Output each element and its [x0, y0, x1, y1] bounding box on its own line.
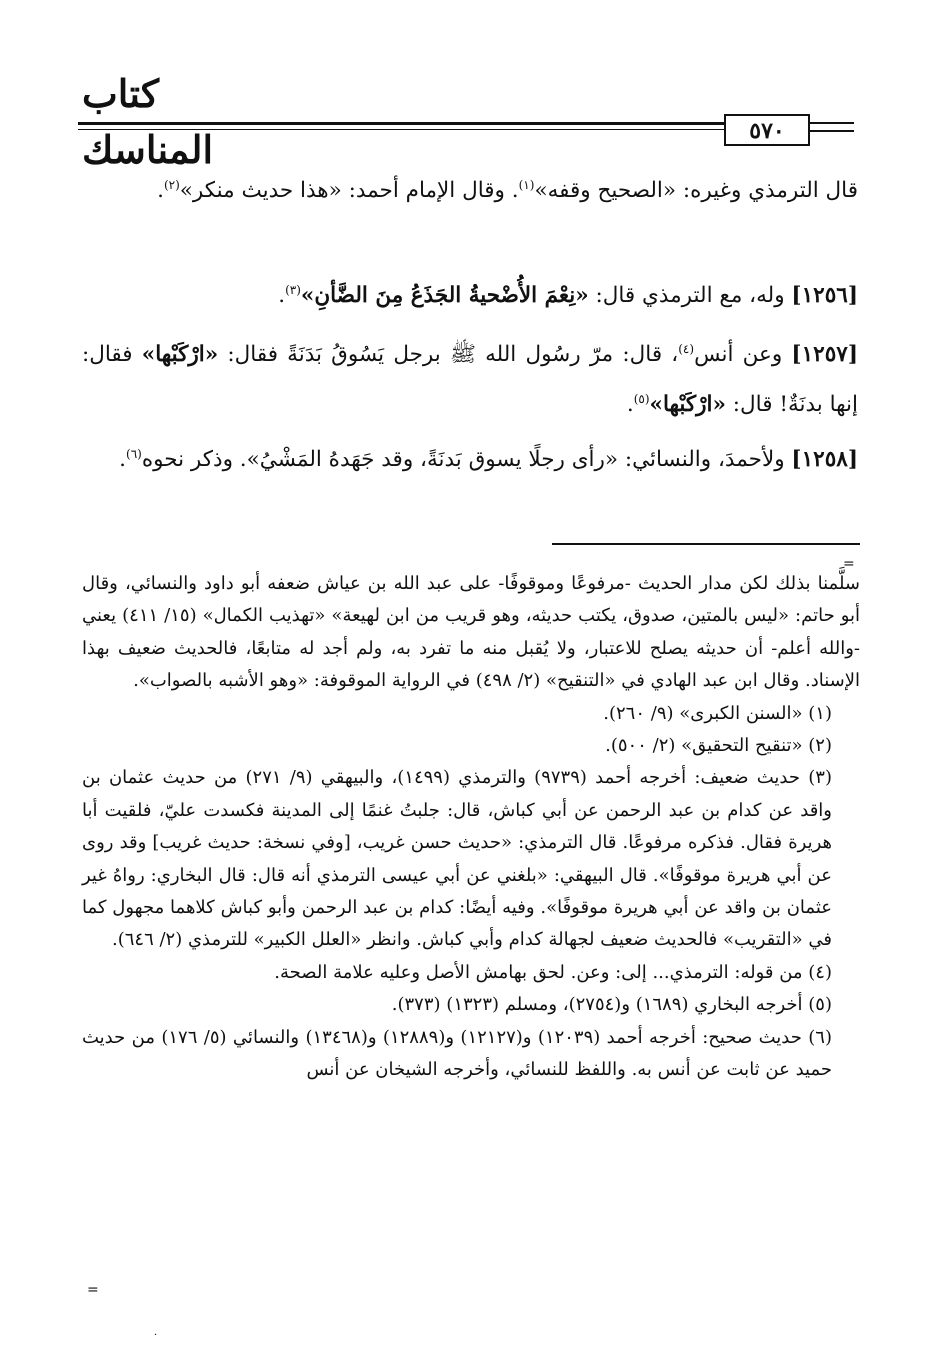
- footnote-1: (١) «السنن الكبرى» (٩/ ٢٦٠).: [603, 702, 832, 724]
- footnote-5: (٥) أخرجه البخاري (١٦٨٩) و(٢٧٥٤)، ومسلم (١٣٢٣) (٣٧٣).: [391, 994, 832, 1016]
- footnotes: [82, 568, 860, 1087]
- page-number: ٥٧٠: [724, 114, 810, 146]
- hadith-number: [١٢٥٨]: [791, 447, 858, 473]
- hadith-quote: «ارْكَبْها»: [141, 342, 219, 368]
- page-number-rule-top: [810, 122, 854, 124]
- footnote-2: (٢) «تنقيح التحقيق» (٢/ ٥٠٠).: [605, 735, 832, 757]
- continuation-mark: =: [843, 556, 855, 572]
- page-number-rule-bottom: [810, 130, 854, 132]
- footnote-separator: [552, 543, 860, 545]
- footnote-ref: (٣): [285, 283, 301, 297]
- header-rule-thin: [78, 129, 724, 130]
- hadith-quote: «نِعْمَ الأُضْحيةُ الجَذَعُ مِنَ الضَّأنِ»: [300, 283, 589, 309]
- hadith-number: [١٢٥٧]: [791, 342, 858, 368]
- footnote-3: (٣) حديث ضعيف: أخرجه أحمد (٩٧٣٩) والترمذي (١٤٩٩)، والبيهقي (٩/ ٢٧١) من حديث عثمان بن واقد عن كدام بن عبد الرحمن عن أبي كباش، قال: جلبتُ غنمًا إلى المدينة فكسدت عليّ، فلقيت أبا هريرة فقال. فذكره مرفوعًا. قال الترمذي: «حديث حسن غريب، [وفي نسخة: حديث غريب] وقد روى عن أبي هريرة موقوفًا». قال البيهقي: «بلغني عن أبي عيسى الترمذي أنه قال: قال البخاري: رواهُ غير عثمان بن واقد عن أبي هريرة موقوفًا». وفيه أيضًا: كدام بن عبد الرحمن وأبو كباش كلاهما مجهول كما في «التقريب» فالحديث ضعيف لجهالة كدام وأبي كباش. وانظر «العلل الكبير» للترمذي (٢/ ٦٤٦).: [82, 767, 832, 951]
- chapter-title: كتاب المناسك: [82, 71, 214, 172]
- footnote-continuation: سلَّمنا بذلك لكن مدار الحديث -مرفوعًا وموقوفًا- على عبد الله بن عياش ضعفه أبو داود والنسائي، وقال أبو حاتم: «ليس بالمتين، صدوق، يكتب حديثه، وهو قريب من ابن لهيعة» «تهذيب الكمال» (١٥/ ٤١١) يعني -والله أعلم- أن حديثه يصلح للاعتبار، ولا يُقبل منه ما تفرد به، ولم أجد له متابعًا، فالحديث ضعيف بهذا الإسناد. وقال ابن عبد الهادي في «التنقيح» (٢/ ٤٩٨) في الرواية الموقوفة: «وهو الأشبه بالصواب».: [82, 573, 861, 692]
- footnote-ref: (٦): [126, 447, 142, 461]
- hadith-1256: [١٢٥٦] وله، مع الترمذي قال: «نِعْمَ الأُضْحيةُ الجَذَعُ مِنَ الضَّأنِ»$^{(٣)}$.: [278, 283, 858, 309]
- hadith-quote: «ارْكَبْها»: [649, 392, 726, 418]
- continuation-mark-end: =: [87, 1282, 99, 1298]
- main-paragraph-continuation: قال الترمذي وغيره: «الصحيح وقفه»$^{(١)}$. وقال الإمام أحمد: «هذا حديث منكر»$^{(٢)}$.: [157, 178, 858, 204]
- hadith-number: [١٢٥٦]: [791, 283, 858, 309]
- footnote-ref: (٥): [633, 392, 650, 407]
- header-rule-thick: [78, 122, 724, 125]
- page-speck: ·: [154, 1330, 158, 1341]
- footnote-ref: (١): [518, 178, 535, 192]
- footnote-ref: (٤): [678, 342, 695, 356]
- footnote-6: (٦) حديث صحيح: أخرجه أحمد (١٢٠٣٩) و(١٢١٢٧) و(١٢٨٨٩) و(١٣٤٦٨) والنسائي (٥/ ١٧٦) من حديث حميد عن ثابت عن أنس به. واللفظ للنسائي، وأخرجه الشيخان عن أنس: [82, 1026, 832, 1081]
- hadith-1257: [١٢٥٧] وعن أنس$^{(٤)}$، قال: مرّ رسُول الله ﷺ برجل يَسُوقُ بَدَنَةً فقال: «ارْكَبْها» فقال: إنها بدنَةٌ! قال: «ارْكَبْها»$^{(٥)}$.: [82, 342, 858, 418]
- hadith-1258: [١٢٥٨] ولأحمدَ، والنسائي: «رأى رجلًا يسوق بَدنَةً، وقد جَهَدهُ المَشْيُ». وذكر نحوه$^{(٦)}$.: [119, 447, 858, 473]
- footnote-ref: (٢): [163, 178, 180, 192]
- footnote-4: (٤) من قوله: الترمذي... إلى: وعن. لحق بهامش الأصل وعليه علامة الصحة.: [274, 961, 832, 983]
